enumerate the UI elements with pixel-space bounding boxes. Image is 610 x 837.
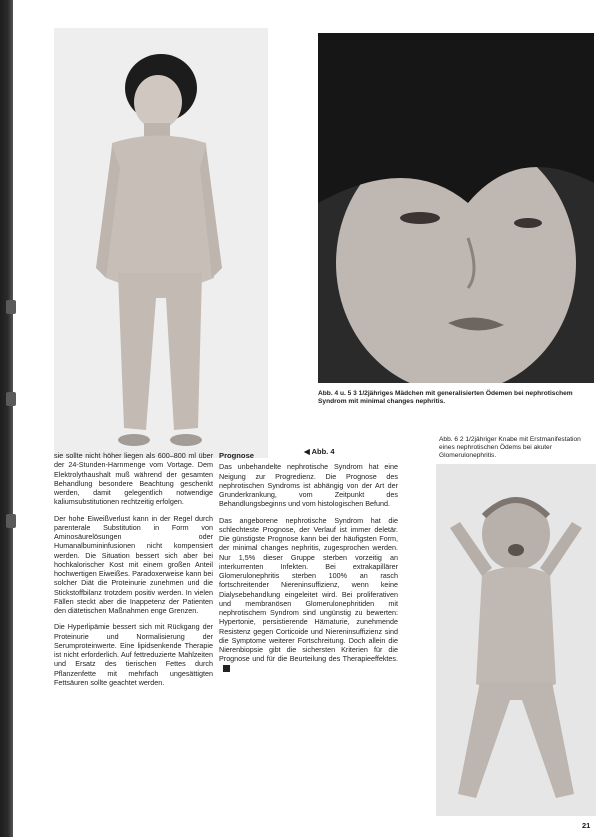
paragraph: sie sollte nicht höher liegen als 600–800 ml über der 24-Stunden-Harnmenge vom Vortage. Dem Elektrolythaushalt muß während der gesamten Behandlung besondere Beachtung geschenkt werden, damit gelegentlich notwendige kaliumsubstitutionen rechtzeitig erfolgen. <box>54 451 213 507</box>
photo-abb5-face-closeup <box>318 33 594 383</box>
paragraph-text: Das angeborene nephrotische Syndrom hat die schlechteste Prognose, der Verlauf ist immer deletär. Die günstigste Prognose kann bei der häufigsten Form, der minimal changes nephritis, zugesprochen werden. Nur 1,5% dieser Gruppe sterben vorzeitig an interkurrenten Infekten. Bei extrakapillärer Glomerulonephritis sterben 100% an rasch fortschreitender Niereninsuffizienz, wenn keine Dialysebehandlung eingeleitet wird. Bei proliferativen und membranösen Glomerulonephritiden mit nephrotischem Syndrom sind ungünstig zu bewerten: Hypertonie, persistierende Hämaturie, zunehmende Resistenz gegen Corticoide und Niereninsuffizienz sind die Symptome weiterer Fortschreitung. Doch allein die Nierenbiopsie gibt die sichersten Kriterien für die Prognose und für die Beurteilung des Therapieeffektes. <box>219 515 398 664</box>
binding-mark <box>6 514 16 528</box>
page-number: 21 <box>582 821 591 830</box>
section-heading-prognose: Prognose <box>219 451 255 460</box>
paragraph: Der hohe Eiweißverlust kann in der Regel durch parenterale Substitution in Form von Aminosäurelösungen oder Humanalbumininfusionen nicht kompensiert werden. Die Situation bessert sich aber bei hochkalorischer Kost mit einem großen Anteil hochwertigen Eiweißes. Paradoxerweise kann bei solcher Diät die Proteinurie zunehmen und die Stickstoffbilanz trotzdem positiv werden. In vielen Fällen steckt aber die Inappetenz der Patienten den diätetischen Maßnahmen enge Grenzen. <box>54 513 213 615</box>
caption-abb4-5: Abb. 4 u. 5 3 1/2jähriges Mädchen mit generalisierten Ödemen bei nephrotischem Syndrom mit minimal changes nephritis. <box>318 390 573 405</box>
paragraph: Die Hyperlipämie bessert sich mit Rückgang der Proteinurie und Normalisierung der Serumproteinwerte. Eine lipidsenkende Therapie ist nicht erforderlich. Auf fettreduzierte Mahlzeiten und Ersatz des tierischen Fettes durch Pflanzenfette mit mehrfach ungesättigten Fettsäuren sollte geachtet werden. <box>54 622 213 687</box>
figure-ref-abb4: ◀ Abb. 4 <box>304 447 335 456</box>
photo-abb6-lying-boy <box>436 464 596 816</box>
caption-abb6: Abb. 6 2 1/2jähriger Knabe mit Erstmanifestation eines nephrotischen Ödems bei akuter Glomerulonephritis. <box>439 436 581 459</box>
text-column-right <box>219 451 398 680</box>
photo-abb4-standing-girl <box>54 28 268 458</box>
binding-mark <box>6 300 16 314</box>
binding-mark <box>6 392 16 406</box>
paragraph: Das unbehandelte nephrotische Syndrom hat eine Neigung zur Progredienz. Die Prognose des nephrotischen Syndroms ist abhängig von der Art der Grunderkrankung, vom Zeitpunkt des Behandlungsbeginns und vom histologischen Befund. <box>219 462 398 509</box>
end-of-article-mark <box>223 665 230 672</box>
paragraph <box>219 516 398 673</box>
book-binding-edge <box>0 0 13 837</box>
text-column-left <box>54 451 213 694</box>
